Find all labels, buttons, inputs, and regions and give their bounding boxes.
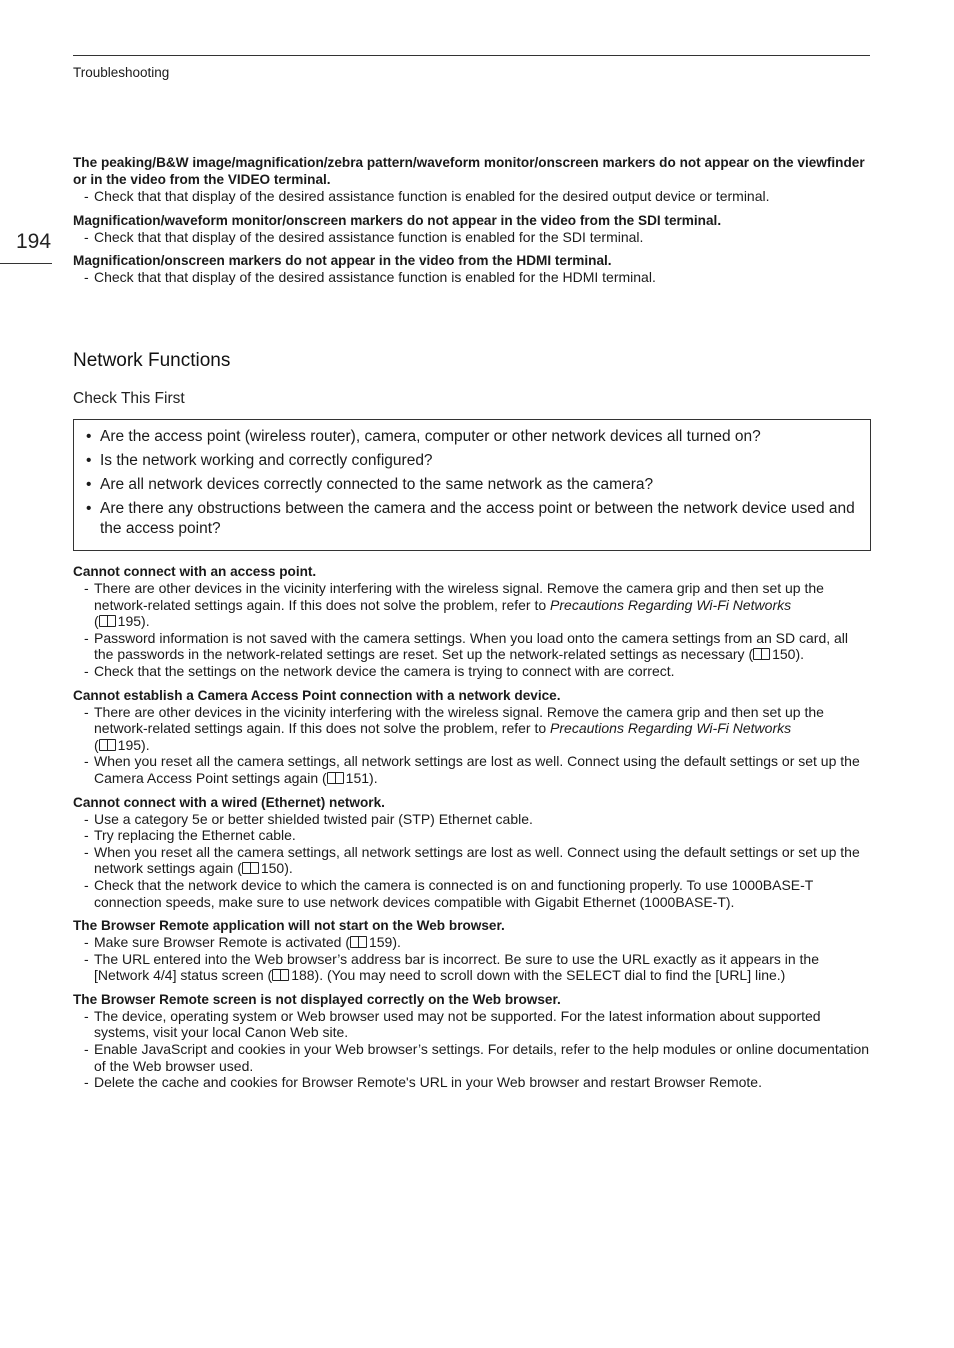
- trouble-question: Magnification/waveform monitor/onscreen markers do not appear in the video from the SDI terminal.: [73, 212, 722, 228]
- check-item: • Are all network devices correctly connected to the same network as the camera?: [86, 476, 654, 493]
- bullet-icon: •: [86, 452, 92, 469]
- trouble-answer: - Use a category 5e or better shielded twisted pair (STP) Ethernet cable.: [84, 810, 533, 827]
- trouble-answer: - There are other devices in the vicinity interfering with the wireless signal. Remove the camera grip and then set up the network-related settings again. If this does not solve the problem, refer to Precautions Regarding Wi-Fi Networks ( 195).: [84, 580, 824, 630]
- trouble-question: The Browser Remote application will not start on the Web browser.: [73, 918, 505, 934]
- trouble-question: The peaking/B&W image/magnification/zebra pattern/waveform monitor/onscreen markers do not appear on the viewfinder or in the video from the VIDEO terminal.: [73, 155, 865, 187]
- assist-functions-section: [73, 154, 870, 293]
- trouble-question: The Browser Remote screen is not displayed correctly on the Web browser.: [73, 991, 561, 1007]
- book-icon: [99, 739, 116, 751]
- trouble-answer: - Password information is not saved with the camera settings. When you load onto the camera settings from an SD card, all the passwords in the network-related settings are reset. Set up the network-related settings as necessary ( 150).: [84, 629, 849, 663]
- trouble-question: Magnification/onscreen markers do not appear in the video from the HDMI terminal.: [73, 253, 612, 269]
- book-icon: [753, 648, 770, 660]
- trouble-question: Cannot connect with an access point.: [73, 564, 317, 579]
- trouble-answer: - Check that the network device to which the camera is connected is on and functioning properly. To use 1000BASE-T connection speeds, make sure to use network devices compatible with Gigabit Ethernet (1000BASE-T).: [84, 876, 814, 910]
- check-item: • Are the access point (wireless router), camera, computer or other network devices all turned on?: [86, 428, 761, 445]
- trouble-item: [73, 563, 870, 680]
- trouble-answer: - Check that the settings on the network device the camera is trying to connect with are correct.: [84, 662, 675, 679]
- trouble-answer: - Enable JavaScript and cookies in your Web browser’s settings. For details, refer to the help modules or online documentation of the Web browser used.: [84, 1041, 870, 1074]
- book-icon: [350, 936, 367, 948]
- book-icon: [327, 772, 344, 784]
- bullet-icon: •: [86, 476, 92, 493]
- running-header: Troubleshooting: [73, 65, 170, 80]
- trouble-question: Cannot establish a Camera Access Point connection with a network device.: [73, 687, 561, 703]
- header-rule: [73, 55, 870, 56]
- trouble-item: [73, 687, 870, 787]
- trouble-answer: - Delete the cache and cookies for Browser Remote's URL in your Web browser and restart Browser Remote.: [84, 1074, 762, 1091]
- trouble-answer: - There are other devices in the vicinity interfering with the wireless signal. Remove the camera grip and then set up the network-related settings again. If this does not solve the problem, refer to Precautions Regarding Wi-Fi Networks ( 195).: [84, 703, 824, 753]
- book-icon: [242, 862, 259, 874]
- trouble-answer: - Try replacing the Ethernet cable.: [84, 827, 296, 844]
- book-icon: [99, 615, 116, 627]
- book-icon: [272, 969, 289, 981]
- trouble-answer: - Check that that display of the desired assistance function is enabled for the desired output device or terminal.: [84, 188, 770, 204]
- trouble-item: [73, 917, 870, 984]
- section-title: Network Functions: [73, 350, 231, 371]
- check-first-title: Check This First: [73, 390, 185, 407]
- trouble-item: [73, 154, 870, 205]
- trouble-answer: - Make sure Browser Remote is activated ( 159).: [84, 934, 401, 951]
- trouble-answer: - When you reset all the camera settings, all network settings are lost as well. Connect using the default settings or set up the Camera Access Point settings again ( 151).: [84, 753, 860, 786]
- check-item: • Are there any obstructions between the camera and the access point or between the network device used and the access point?: [86, 500, 855, 537]
- network-trouble-section: [73, 563, 870, 1098]
- trouble-answer: - Check that that display of the desired assistance function is enabled for the HDMI terminal.: [84, 269, 656, 286]
- check-first-box: [73, 419, 871, 551]
- trouble-answer: - When you reset all the camera settings, all network settings are lost as well. Connect using the default settings or set up the network settings again ( 150).: [84, 843, 860, 877]
- check-item: • Is the network working and correctly configured?: [86, 452, 433, 469]
- trouble-item: [73, 212, 870, 246]
- trouble-item: [73, 794, 870, 911]
- trouble-answer: - The URL entered into the Web browser’s address bar is incorrect. Be sure to use the URL exactly as it appears in the [Network 4/4] status screen ( 188). (You may need to scroll down with the SELECT dial to find the [URL] line.): [84, 950, 819, 984]
- trouble-question: Cannot connect with a wired (Ethernet) network.: [73, 794, 385, 810]
- bullet-icon: •: [86, 428, 92, 445]
- bullet-icon: •: [86, 500, 92, 517]
- trouble-answer: - The device, operating system or Web browser used may not be supported. For the latest information about supported systems, visit your local Canon Web site.: [84, 1007, 821, 1041]
- page-number: 194: [16, 230, 52, 253]
- trouble-item: [73, 991, 870, 1091]
- trouble-item: [73, 252, 870, 286]
- trouble-answer: - Check that that display of the desired assistance function is enabled for the SDI terminal.: [84, 228, 644, 245]
- page-number-rule: [0, 263, 52, 264]
